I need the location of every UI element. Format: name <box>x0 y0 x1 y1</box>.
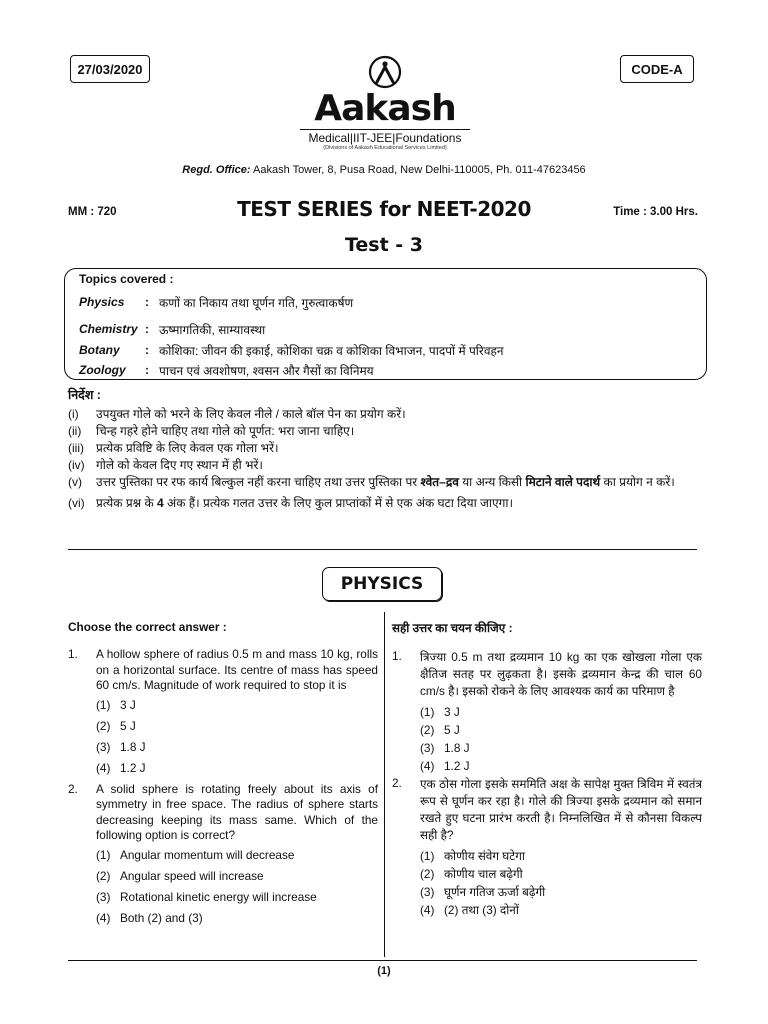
option: (3) Rotational kinetic energy will increase <box>96 889 317 904</box>
divider-rule <box>68 549 697 550</box>
option: (1) कोणीय संवेग घटेगा <box>420 849 525 863</box>
question-text: त्रिज्या 0.5 m तथा द्रव्यमान 10 kg का एक खोखला गोला एक क्षैतिज सतह पर लुढ़कता है। इसके द्रव्यमान केन्द्र की चाल 60 cm/s है। इसको रोकने के लिए आवश्यक कार्य का परिमाण है <box>420 650 702 698</box>
option: (4) (2) तथा (3) दोनों <box>420 903 519 917</box>
aakash-logo <box>300 55 470 151</box>
question-1-hindi <box>392 649 702 700</box>
question-text: एक ठोस गोला इसके सममिति अक्ष के सापेक्ष मुक्त त्रिविम में स्वतंत्र रूप से घूर्णन कर रहा है। गोले की त्रिज्या इसके द्रव्यमान को समान रखते हुए घटना प्रारंभ करती है। निम्नलिखित में से कौनसा विकल्प सही है? <box>420 777 702 842</box>
topics-heading: Topics covered : <box>79 272 174 286</box>
instruction-item <box>68 440 708 457</box>
instruction-text: गोले को केवल दिए गए स्थान में ही भरें। <box>96 458 263 472</box>
option: (1) 3 J <box>96 697 136 712</box>
question-1 <box>68 647 378 694</box>
instruction-number: (ii) <box>68 424 82 438</box>
instruction-number: (iii) <box>68 441 84 455</box>
topic-separator: : <box>145 363 149 377</box>
topic-subject: Physics <box>79 295 125 309</box>
question-text: A hollow sphere of radius 0.5 m and mass 10 kg, rolls on a horizontal surface. Its centre of mass has speed 60 cm/s. Magnitude of work required to stop it is <box>96 647 378 692</box>
hindi-instruction: सही उत्तर का चयन कीजिए : <box>392 621 513 635</box>
instruction-text: प्रत्येक प्रश्न के 4 अंक हैं। प्रत्येक गलत उत्तर के लिए कुल प्राप्तांकों में से एक अंक घटा दिया जाएगा। <box>96 496 514 510</box>
option: (1) Angular momentum will decrease <box>96 847 295 862</box>
page-number: (1) <box>377 965 391 977</box>
topic-row-physics <box>79 293 689 311</box>
hindi-column <box>392 620 702 920</box>
topic-text: कोशिका: जीवन की इकाई, कोशिका चक्र व कोशिका विभाजन, पादपों में परिवहन <box>159 343 504 358</box>
registered-office <box>0 164 768 176</box>
column-divider <box>384 612 385 957</box>
instruction-text: उत्तर पुस्तिका पर रफ कार्य बिल्कुल नहीं करना चाहिए तथा उत्तर पुस्तिका पर श्वेत–द्रव या अन्य किसी मिटाने वाले पदार्थ का प्रयोग न करें। <box>96 475 675 489</box>
instruction-item <box>68 457 708 474</box>
question-number: 1. <box>68 647 78 661</box>
topic-text: पाचन एवं अवशोषण, श्वसन और गैसों का विनिमय <box>159 363 374 378</box>
option: (4) 1.2 J <box>420 759 470 773</box>
option: (3) 1.8 J <box>420 741 470 755</box>
question-2 <box>68 782 378 844</box>
brand-name: Aakash <box>314 88 456 129</box>
option: (2) कोणीय चाल बढ़ेगी <box>420 867 523 881</box>
question-number: 2. <box>392 776 402 790</box>
option: (4) 1.2 J <box>96 760 146 775</box>
instructions-heading: निर्देश : <box>68 388 101 402</box>
instruction-number: (vi) <box>68 496 85 510</box>
instruction-text: प्रत्येक प्रविष्टि के लिए केवल एक गोला भरें। <box>96 441 279 455</box>
logo-emblem-icon <box>368 55 402 89</box>
topic-row-chemistry <box>79 320 689 338</box>
question-text: A solid sphere is rotating freely about its axis of symmetry in free space. The radius of sphere starts decreasing keeping its mass same. Which of the following option is correct? <box>96 781 378 842</box>
instructions <box>68 386 708 512</box>
option: (4) Both (2) and (3) <box>96 910 203 925</box>
test-number: Test - 3 <box>344 234 424 256</box>
option: (1) 3 J <box>420 705 460 719</box>
english-column <box>68 620 378 932</box>
instruction-item <box>68 423 708 440</box>
section-heading-physics: PHYSICS <box>322 567 442 601</box>
instruction-number: (iv) <box>68 458 85 472</box>
instruction-number: (v) <box>68 475 82 489</box>
topic-subject: Zoology <box>79 363 126 377</box>
instruction-text: चिन्ह गहरे होने चाहिए तथा गोले को पूर्णत: भरा जाना चाहिए। <box>96 424 355 438</box>
instruction-text: उपयुक्त गोले को भरने के लिए केवल नीले / काले बॉल पेन का प्रयोग करें। <box>96 407 406 421</box>
topic-separator: : <box>145 322 149 336</box>
regd-label: Regd. Office: <box>182 164 251 176</box>
time-allowed: Time : 3.00 Hrs. <box>613 206 698 218</box>
max-marks: MM : 720 <box>68 206 117 218</box>
option: (2) Angular speed will increase <box>96 868 264 883</box>
topic-subject: Chemistry <box>79 322 138 336</box>
instruction-item <box>68 474 708 491</box>
topic-text: ऊष्मागतिकी, साम्यावस्था <box>159 322 266 337</box>
question-number: 1. <box>392 649 402 663</box>
instruction-item <box>68 495 708 512</box>
topic-subject: Botany <box>79 343 120 357</box>
page-title: TEST SERIES for NEET-2020 <box>237 197 531 221</box>
option: (3) 1.8 J <box>96 739 146 754</box>
instruction-item <box>68 406 708 423</box>
option: (3) घूर्णन गतिज ऊर्जा बढ़ेगी <box>420 885 546 899</box>
option: (2) 5 J <box>96 718 136 733</box>
topic-row-botany <box>79 341 689 359</box>
regd-address: Aakash Tower, 8, Pusa Road, New Delhi-110005, Ph. 011-47623456 <box>253 164 586 176</box>
date-box: 27/03/2020 <box>70 55 150 83</box>
question-number: 2. <box>68 781 78 796</box>
question-2-hindi <box>392 776 702 844</box>
footer-rule <box>68 960 697 961</box>
topic-text: कणों का निकाय तथा घूर्णन गति, गुरुत्वाकर्षण <box>159 295 354 310</box>
topic-separator: : <box>145 295 149 309</box>
english-instruction: Choose the correct answer : <box>68 620 227 634</box>
code-box: CODE-A <box>620 55 694 83</box>
option: (2) 5 J <box>420 723 460 737</box>
topics-covered-box <box>64 268 707 380</box>
brand-division: (Divisions of Aakash Educational Services Limited) <box>323 145 447 151</box>
instruction-number: (i) <box>68 407 79 421</box>
topic-separator: : <box>145 343 149 357</box>
topic-row-zoology <box>79 361 689 379</box>
brand-tagline: Medical|IIT-JEE|Foundations <box>300 129 470 145</box>
